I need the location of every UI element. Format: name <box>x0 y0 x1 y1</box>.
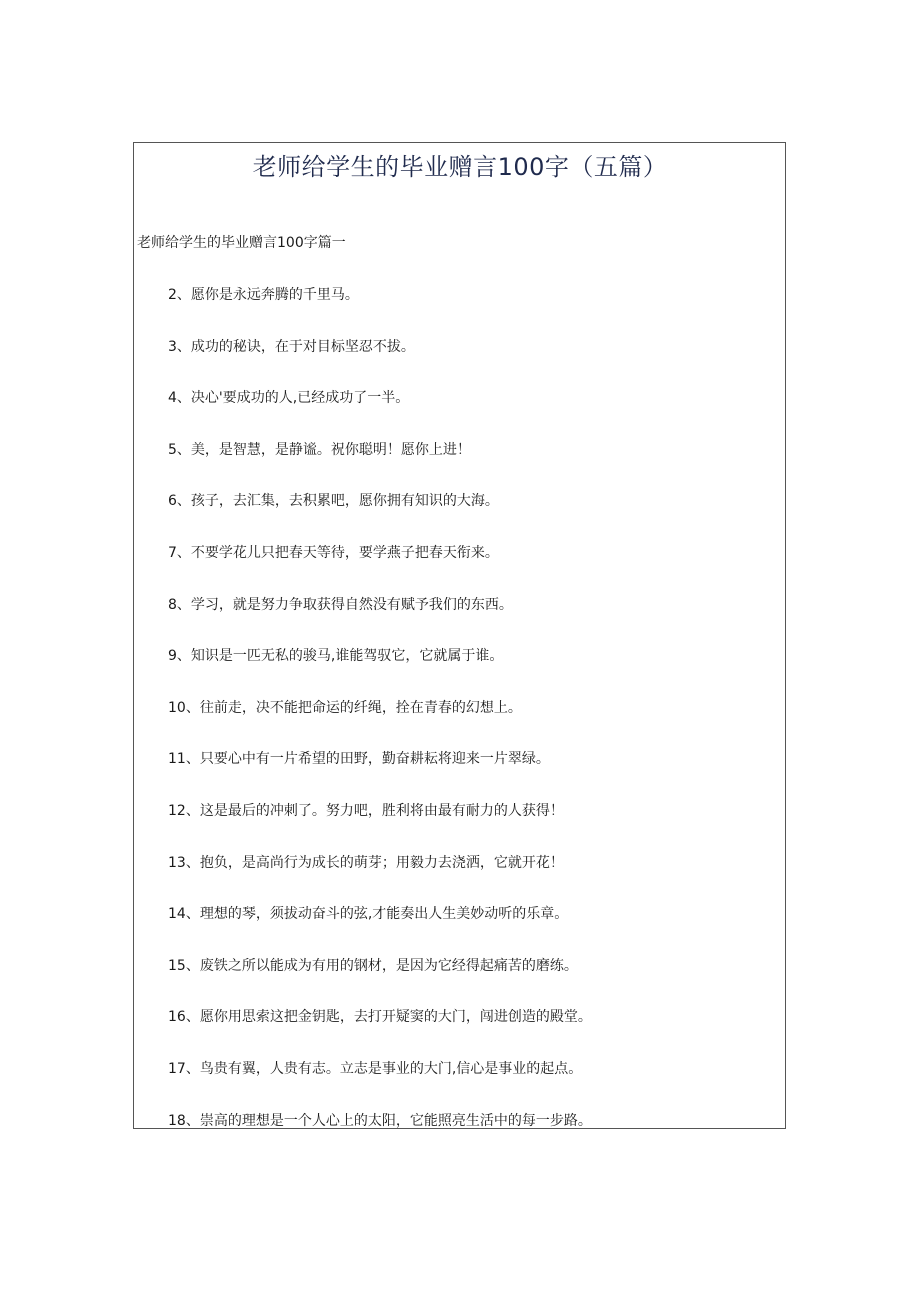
list-item: 2、愿你是永远奔腾的千里马。 <box>168 287 359 303</box>
list-item: 7、不要学花儿只把春天等待，要学燕子把春天衔来。 <box>168 544 499 561</box>
list-item: 12、这是最后的冲刺了。努力吧，胜利将由最有耐力的人获得！ <box>168 802 564 819</box>
list-item: 3、成功的秘诀，在于对目标坚忍不拔。 <box>168 338 415 355</box>
list-item: 14、理想的琴，须拔动奋斗的弦,才能奏出人生美妙动听的乐章。 <box>168 906 569 923</box>
list-item: 8、学习，就是努力争取获得自然没有赋予我们的东西。 <box>168 596 513 613</box>
list-item: 4、决心'要成功的人,已经成功了一半。 <box>168 390 410 407</box>
list-item: 18、崇高的理想是一个人心上的太阳，它能照亮生活中的每一步路。 <box>168 1112 592 1129</box>
quote-list <box>168 285 592 1162</box>
list-item: 11、只要心中有一片希望的田野，勤奋耕耘将迎来一片翠绿。 <box>168 751 550 768</box>
list-item: 16、愿你用思索这把金钥匙，去打开疑窦的大门，闯进创造的殿堂。 <box>168 1009 592 1026</box>
document-title: 老师给学生的毕业赠言100字（五篇） <box>252 153 668 181</box>
list-item: 9、知识是一匹无私的骏马,谁能驾驭它，它就属于谁。 <box>168 648 504 665</box>
list-item: 17、鸟贵有翼，人贵有志。立志是事业的大门,信心是事业的起点。 <box>168 1060 583 1077</box>
list-item: 15、废铁之所以能成为有用的钢材，是因为它经得起痛苦的磨练。 <box>168 957 578 974</box>
list-item: 6、孩子，去汇集，去积累吧，愿你拥有知识的大海。 <box>168 493 499 510</box>
list-item: 13、抱负，是高尚行为成长的萌芽；用毅力去浇洒，它就开花！ <box>168 854 564 871</box>
list-item: 5、美，是智慧，是静谧。祝你聪明！愿你上进！ <box>168 441 471 458</box>
list-item: 10、往前走，决不能把命运的纤绳，拴在青春的幻想上。 <box>168 699 522 716</box>
section-heading: 老师给学生的毕业赠言100字篇一 <box>137 235 346 251</box>
